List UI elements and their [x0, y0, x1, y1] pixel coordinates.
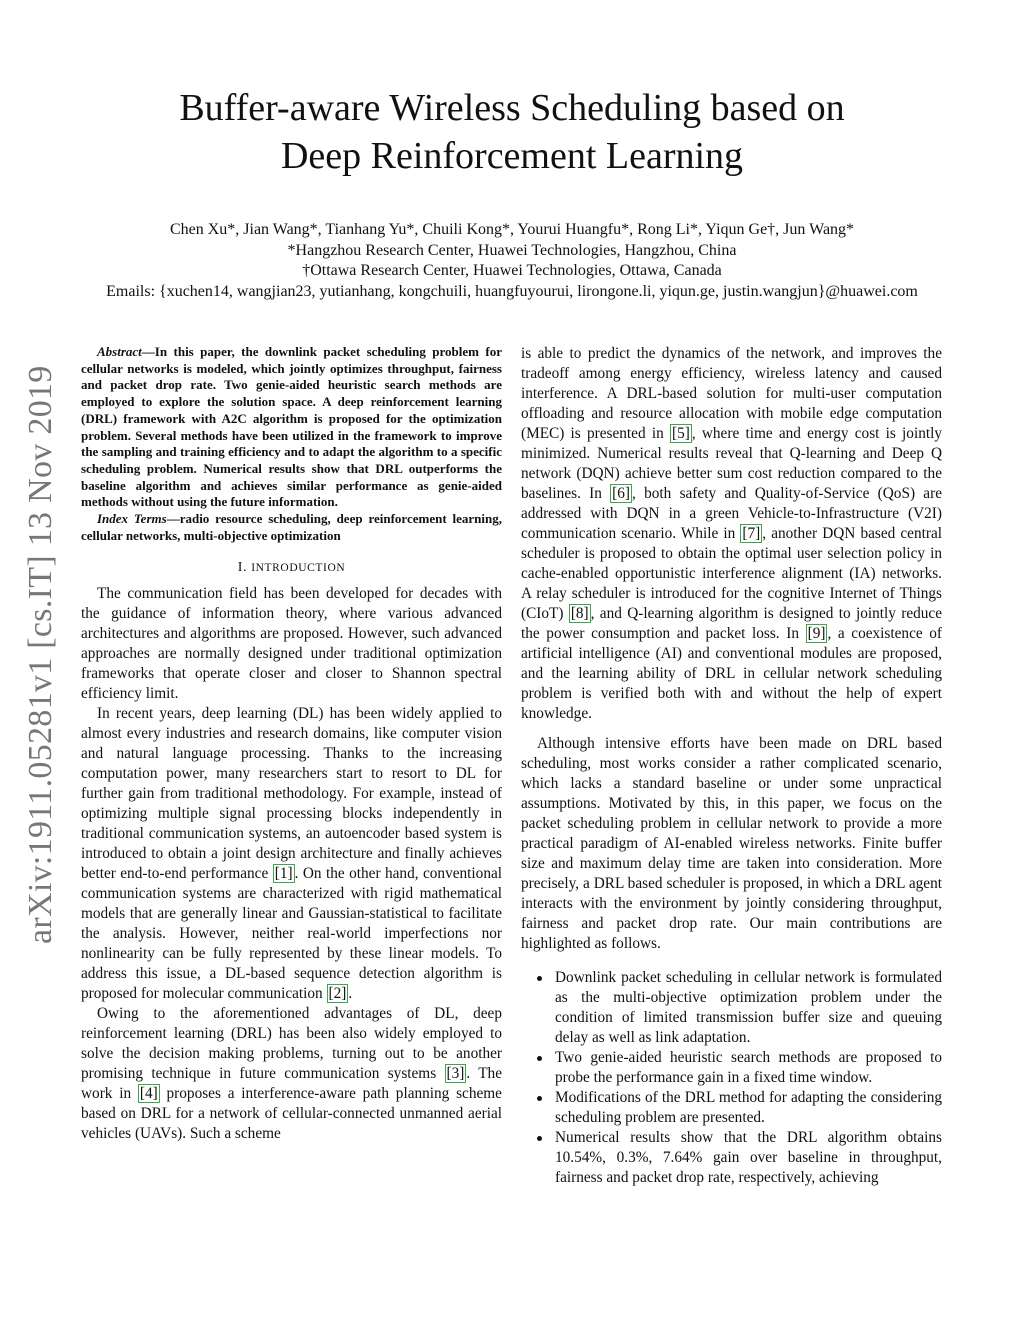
citation-link[interactable]: [8] — [570, 605, 589, 622]
section-heading-introduction — [81, 558, 502, 578]
list-item: Modifications of the DRL method for adapting the considering scheduling problem are presented. — [555, 1089, 942, 1126]
abstract-text: —In this paper, the downlink packet scheduling problem for cellular networks is modeled, which jointly optimizes throughput, fairness and packet drop rate. Two genie-aided heuristic search methods are employed to explore the solution space. A deep reinforcement learning (DRL) framework with A2C algorithm is proposed for the optimization problem. Several methods have been utilized in the framework to improve the sampling and training efficiency and to adapt the algorithm to a specific scheduling problem. Numerical results show that DRL outperforms the baseline algorithm and achieves similar performance as genie-aided methods without using the future information. — [81, 344, 502, 510]
citation-link[interactable]: [7] — [742, 525, 761, 542]
section-number: I. — [237, 560, 248, 576]
citation-link[interactable]: [9] — [807, 625, 826, 642]
paper-title — [100, 84, 924, 180]
affiliation-ottawa: †Ottawa Research Center, Huawei Technologies, Ottawa, Canada — [302, 262, 722, 279]
contributions-list — [521, 968, 942, 1188]
arxiv-stamp: arXiv:1911.05281v1 [cs.IT] 13 Nov 2019 — [22, 365, 59, 945]
motivation-paragraph: Although intensive efforts have been made on DRL based scheduling, most works consider a rather complicated scenario, which lacks a standard baseline or under some unpractical assumptions. Motivated by this, in this paper, we focus on the packet scheduling problem in cellular network to provide a more practical paradigm of AI-enabled wireless networks. Finite buffer size and maximum delay time are taken into consideration. More precisely, a DRL based scheduler is proposed, in which a DRL agent interacts with the environment by jointly considering throughput, fairness and packet drop rate. Our main contributions are highlighted as follows. — [521, 735, 942, 952]
citation-link[interactable]: [2] — [328, 985, 347, 1003]
intro-paragraph-2: In recent years, deep learning (DL) has been widely applied to almost every industries and research domains, like computer vision and natural language processing. Thanks to the increasing computation power, many researchers start to resort to DL for further gain from traditional methodology. For example, instead of optimizing multiple signal processing blocks independently in traditional communication systems, an autoencoder based system is introduced to obtain a joint design architecture and finally achieves better end-to-end performance [1] . On the other hand, conventional communication systems are characterized with rigid mathematical models that are generally linear and Gaussian-statistical to facilitate the analysis. However, neither real-world imperfections nor nonlinearity can be fully represented by these linear models. To address this issue, a DL-based sequence detection algorithm is proposed for molecular communication [2] . — [81, 705, 503, 1003]
citation-link[interactable]: [5] — [671, 425, 690, 442]
list-item: Downlink packet scheduling in cellular network is formulated as the multi-objective optimization problem under the condition of limited transmission buffer size and queuing delay as well as link adaptation. — [555, 969, 942, 1046]
index-terms — [81, 511, 502, 544]
author-emails: Emails: {xuchen14, wangjian23, yutianhang, kongchuili, huangfuyourui, lirongone.li, yiqun.ge, justin.wangjun}@huawei.com — [106, 282, 918, 300]
index-terms-label: Index Terms — [97, 511, 167, 527]
list-item: Numerical results show that the DRL algorithm obtains 10.54%, 0.3%, 7.64% gain over baseline in throughput, fairness and packet drop rate, respectively, achieving — [555, 1129, 942, 1186]
section-title: INTRODUCTION — [251, 562, 346, 575]
citation-link[interactable]: [1] — [274, 865, 293, 883]
related-work-paragraph: is able to predict the dynamics of the network, and improves the tradeoff among energy efficiency, wireless latency and caused interference. A DRL-based solution for multi-user computation offloading and resource allocation with mobile edge computation (MEC) is presented in [5] , where time and energy cost is jointly minimized. Numerical results reveal that Q-learning and Deep Q network (DQN) achieve better sum cost reduction compared to the baselines. In [6] , both safety and Quality-of-Service (QoS) are addressed with DQN in a green Vehicle-to-Infrastructure (V2I) communication scenario. While in [7] , another DQN based central scheduler is proposed to obtain the optimal user selection policy in cache-enabled opportunistic interference alignment (IA) networks. A relay scheduler is introduced for the cognitive Internet of Things (CIoT) [8] , and Q-learning algorithm is designed to jointly reduce the power consumption and packet loss. In [9] , a coexistence of artificial intelligence (AI) and conventional modules are proposed, and the learning ability of DRL in cellular network scheduling problem is verified both with and without the help of expert knowledge. — [521, 345, 943, 722]
title-line-2: Deep Reinforcement Learning — [280, 135, 744, 177]
author-names: Chen Xu*, Jian Wang*, Tianhang Yu*, Chuili Kong*, Yourui Huangfu*, Rong Li*, Yiqun Ge†, Jun Wang* — [169, 221, 855, 238]
intro-paragraph-1: The communication field has been developed for decades with the guidance of information theory, where various advanced architectures and algorithms are proposed. However, such advanced approaches are normally designed under traditional optimization frameworks that operate closer and closer to Shannon spectral efficiency limit. — [81, 585, 502, 703]
left-column — [81, 344, 502, 1144]
affiliation-hangzhou: *Hangzhou Research Center, Huawei Technologies, Hangzhou, China — [287, 241, 737, 259]
abstract-label: Abstract — [97, 344, 142, 359]
index-terms-text: —radio resource scheduling, deep reinforcement learning, cellular networks, multi-objective optimization — [81, 511, 502, 543]
citation-link[interactable]: [3] — [446, 1065, 465, 1083]
citation-link[interactable]: [4] — [139, 1085, 158, 1103]
intro-paragraph-3: Owing to the aforementioned advantages of DL, deep reinforcement learning (DRL) has been also widely employed to solve the decision making problems, turning out to be another promising technique in future communication systems [3] . The work in [4] proposes a interference-aware path planning scheme based on DRL for a network of cellular-connected unmanned aerial vehicles (UAVs). Such a scheme — [81, 1005, 502, 1143]
list-item: Two genie-aided heuristic search methods are proposed to probe the performance gain in a fixed time window. — [555, 1049, 942, 1086]
title-line-1: Buffer-aware Wireless Scheduling based on — [179, 87, 845, 129]
abstract — [81, 344, 502, 511]
citation-link[interactable]: [6] — [612, 485, 631, 502]
right-column — [521, 344, 942, 1188]
author-block — [60, 220, 964, 302]
